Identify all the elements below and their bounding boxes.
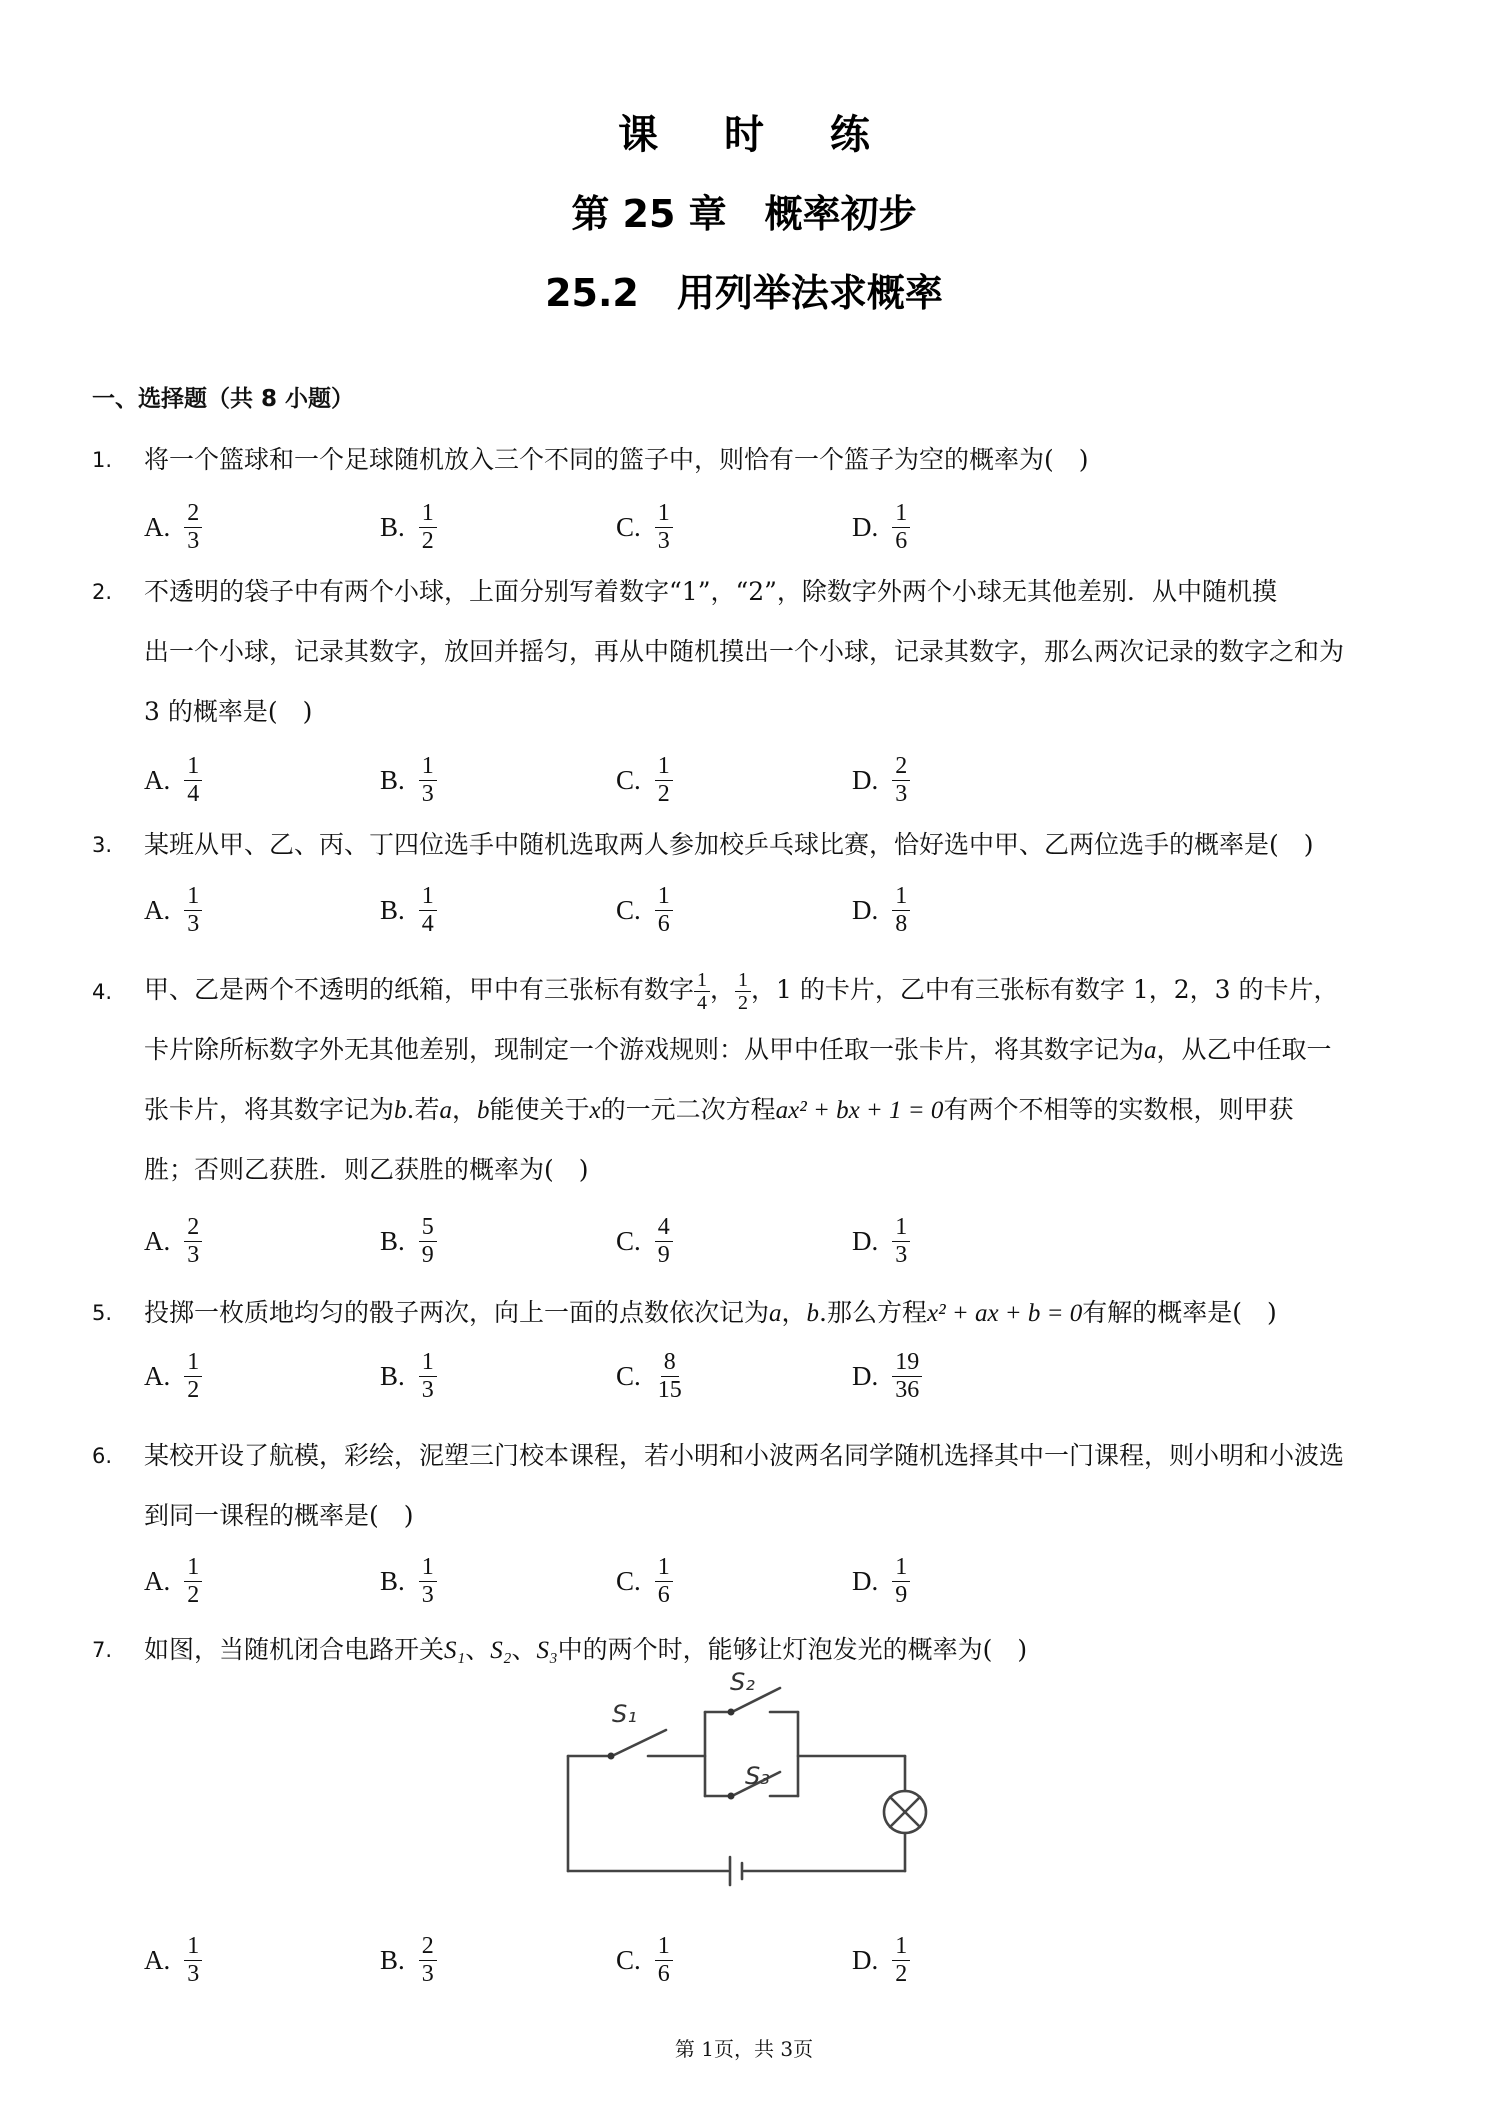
- option-a[interactable]: A. $\frac{1}{3}$: [144, 1925, 202, 1995]
- option-b[interactable]: B. $\frac{2}{3}$: [380, 1925, 437, 1995]
- options: [144, 1546, 1412, 1616]
- question-text-line: 出一个小球，记录其数字，放回并摇匀，再从中随机摸出一个小球，记录其数字，那么两次记录的数字之和为: [144, 637, 1345, 666]
- question-number: 2.: [92, 580, 113, 604]
- option-b[interactable]: B. $\frac{1}{3}$: [380, 745, 437, 815]
- option-d[interactable]: D. $\frac{1}{9}$: [852, 1546, 910, 1616]
- option-d[interactable]: D. $\frac{2}{3}$: [852, 745, 910, 815]
- option-d[interactable]: D. $\frac{19}{36}$: [852, 1341, 922, 1411]
- fraction-half: $\frac{1}{2}$: [735, 969, 751, 1014]
- question-text-line: 到同一课程的概率是( ): [144, 1501, 414, 1530]
- question-text-line: 胜；否则乙获胜．则乙获胜的概率为( ): [144, 1155, 589, 1184]
- page-footer: 第 1页，共 3页: [674, 2037, 814, 2061]
- option-a[interactable]: A. $\frac{1}{2}$: [144, 1546, 202, 1616]
- question-number: 5.: [92, 1301, 113, 1325]
- options: [144, 1341, 1412, 1411]
- question-number: 7.: [92, 1638, 113, 1662]
- question-text-line: 张卡片，将其数字记为b.若a，b能使关于x的一元二次方程ax² + bx + 1 = 0有两个不相等的实数根，则甲获: [144, 1095, 1294, 1124]
- option-c[interactable]: C. $\frac{1}{6}$: [616, 1546, 673, 1616]
- options: [144, 745, 1412, 815]
- option-d[interactable]: D. $\frac{1}{8}$: [852, 875, 910, 945]
- option-c[interactable]: C. $\frac{1}{6}$: [616, 1925, 673, 1995]
- switch-s2-contact: [728, 1709, 735, 1716]
- option-c[interactable]: C. $\frac{1}{2}$: [616, 745, 673, 815]
- option-c[interactable]: C. $\frac{1}{3}$: [616, 492, 673, 562]
- switch-s1-contact: [608, 1753, 615, 1760]
- switch-s1-blade: [612, 1730, 666, 1756]
- options: [144, 875, 1412, 945]
- option-a[interactable]: A. $\frac{1}{3}$: [144, 875, 202, 945]
- option-b[interactable]: B. $\frac{1}{4}$: [380, 875, 437, 945]
- option-c[interactable]: C. $\frac{1}{6}$: [616, 875, 673, 945]
- option-b[interactable]: B. $\frac{5}{9}$: [380, 1206, 437, 1276]
- question-text: 某班从甲、乙、丙、丁四位选手中随机选取两人参加校乒乓球比赛，恰好选中甲、乙两位选手的概率是( ): [144, 830, 1314, 859]
- question-text-line: 3 的概率是( ): [144, 697, 313, 726]
- label-s1: S₁: [612, 1700, 637, 1728]
- option-b[interactable]: B. $\frac{1}{3}$: [380, 1546, 437, 1616]
- question-text: 将一个篮球和一个足球随机放入三个不同的篮子中，则恰有一个篮子为空的概率为( ): [144, 445, 1089, 474]
- option-c[interactable]: C. $\frac{4}{9}$: [616, 1206, 673, 1276]
- chapter-title: 第 25 章 概率初步: [571, 192, 917, 236]
- page-title: 课 时 练: [618, 112, 896, 158]
- question-number: 4.: [92, 980, 113, 1004]
- section-heading: 一、选择题（共 8 小题）: [92, 386, 355, 412]
- circuit-diagram: [550, 1672, 940, 1900]
- label-s3: S₃: [745, 1762, 770, 1790]
- switch-s3-contact: [728, 1793, 735, 1800]
- option-a[interactable]: A. $\frac{1}{4}$: [144, 745, 202, 815]
- question-number: 1.: [92, 448, 113, 472]
- option-d[interactable]: D. $\frac{1}{6}$: [852, 492, 910, 562]
- question-text-line: 不透明的袋子中有两个小球，上面分别写着数字“1”，“2”，除数字外两个小球无其他差别．从中随机摸: [144, 577, 1277, 606]
- option-c[interactable]: C. $\frac{8}{15}$: [616, 1348, 682, 1403]
- question-number: 6.: [92, 1444, 113, 1468]
- question-text-line: 某校开设了航模，彩绘，泥塑三门校本课程，若小明和小波两名同学随机选择其中一门课程，则小明和小波选: [144, 1441, 1345, 1470]
- question-text-line: 甲、乙是两个不透明的纸箱，甲中有三张标有数字 $\frac{1}{4}$ ， $\frac{1}{2}$ ，1 的卡片，乙中有三张标有数字 1，2，3 的卡片，: [144, 969, 1339, 1014]
- equation: ax² + bx + 1 = 0: [775, 1097, 944, 1124]
- question-text: 投掷一枚质地均匀的骰子两次，向上一面的点数依次记为a，b.那么方程x² + ax + b = 0有解的概率是( ): [144, 1298, 1277, 1327]
- option-a[interactable]: A. $\frac{2}{3}$: [144, 1206, 202, 1276]
- options: [144, 492, 1412, 562]
- option-b[interactable]: B. $\frac{1}{3}$: [380, 1341, 437, 1411]
- option-a[interactable]: A. $\frac{2}{3}$: [144, 492, 202, 562]
- option-a[interactable]: A. $\frac{1}{2}$: [144, 1341, 202, 1411]
- options: [144, 1925, 1412, 1995]
- option-d[interactable]: D. $\frac{1}{2}$: [852, 1925, 910, 1995]
- question-number: 3.: [92, 833, 113, 857]
- options: [144, 1206, 1412, 1276]
- section-title: 25.2 用列举法求概率: [545, 271, 943, 315]
- fraction-quarter: $\frac{1}{4}$: [694, 969, 710, 1014]
- question-text-line: 卡片除所标数字外无其他差别，现制定一个游戏规则：从甲中任取一张卡片，将其数字记为a，从乙中任取一: [144, 1035, 1332, 1064]
- equation: x² + ax + b = 0: [926, 1300, 1083, 1327]
- option-d[interactable]: D. $\frac{1}{3}$: [852, 1206, 910, 1276]
- question-text: 如图，当随机闭合电路开关S₁、S₂、S₃中的两个时，能够让灯泡发光的概率为( ): [144, 1635, 1028, 1664]
- label-s2: S₂: [730, 1672, 755, 1696]
- option-b[interactable]: B. $\frac{1}{2}$: [380, 492, 437, 562]
